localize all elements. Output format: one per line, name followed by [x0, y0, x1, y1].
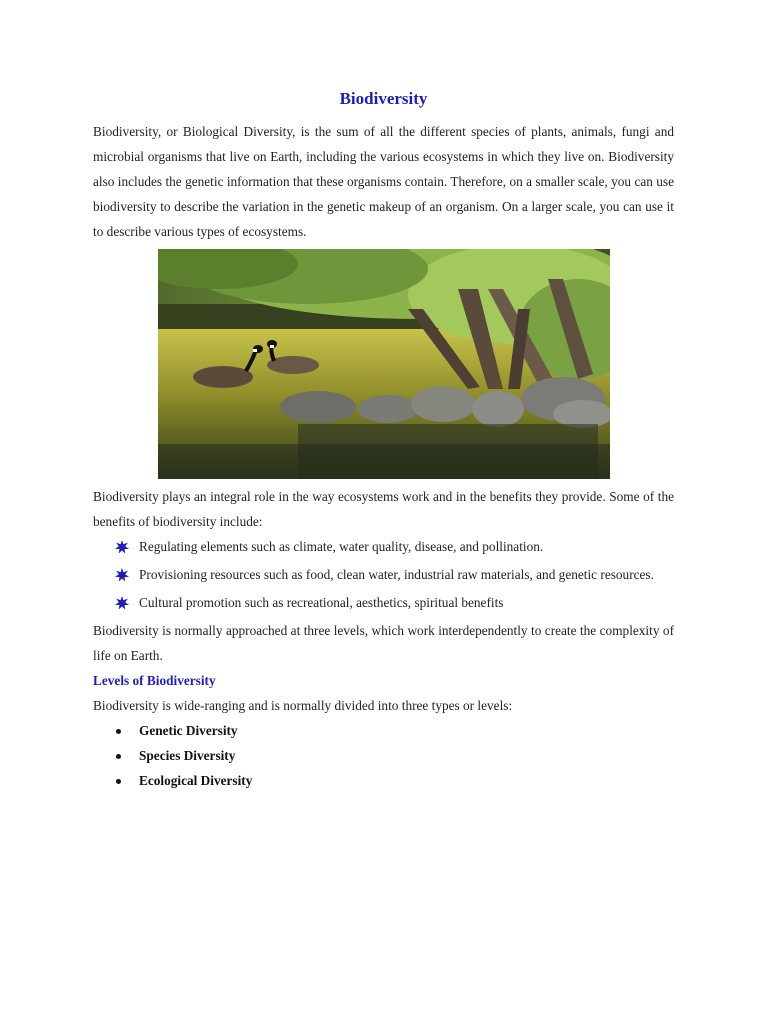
levels-list	[93, 718, 674, 793]
benefits-list	[93, 534, 674, 615]
intro-paragraph: Biodiversity, or Biological Diversity, is the sum of all the different species of plants, animals, fungi and microbial organisms that live on Earth, including the various ecosystems in which they live on. Biodiversity also includes the genetic information that these organisms contain. Therefore, on a smaller scale, you can use biodiversity to describe the variation in the genetic makeup of an organism. On a larger scale, you can use it to describe various types of ecosystems.	[93, 124, 674, 239]
level-text: Genetic Diversity	[139, 723, 238, 738]
page-title: Biodiversity	[339, 89, 428, 108]
level-text: Ecological Diversity	[139, 773, 253, 788]
level-text: Species Diversity	[139, 748, 236, 763]
benefit-text: Regulating elements such as climate, water quality, disease, and pollination.	[139, 539, 544, 554]
star-bullet-icon	[115, 568, 129, 582]
levels-text-paragraph: Biodiversity is wide-ranging and is normally divided into three types or levels:	[93, 698, 513, 713]
list-item	[115, 743, 674, 768]
list-item	[115, 562, 674, 587]
list-item	[115, 590, 674, 615]
benefit-text: Provisioning resources such as food, clean water, industrial raw materials, and genetic resources.	[139, 567, 654, 582]
levels-heading: Levels of Biodiversity	[93, 673, 216, 688]
pond-geese-photo	[158, 249, 610, 479]
bullet-dot-icon	[116, 729, 121, 734]
list-item	[115, 768, 674, 793]
levels-intro-paragraph: Biodiversity is normally approached at three levels, which work interdependently to create the complexity of life on Earth.	[93, 623, 674, 663]
bullet-dot-icon	[116, 754, 121, 759]
benefits-intro-paragraph: Biodiversity plays an integral role in the way ecosystems work and in the benefits they provide. Some of the benefits of biodiversity include:	[93, 489, 674, 529]
bullet-dot-icon	[116, 779, 121, 784]
star-bullet-icon	[115, 540, 129, 554]
benefit-text: Cultural promotion such as recreational, aesthetics, spiritual benefits	[139, 595, 504, 610]
star-bullet-icon	[115, 596, 129, 610]
list-item	[115, 718, 674, 743]
list-item	[115, 534, 674, 559]
